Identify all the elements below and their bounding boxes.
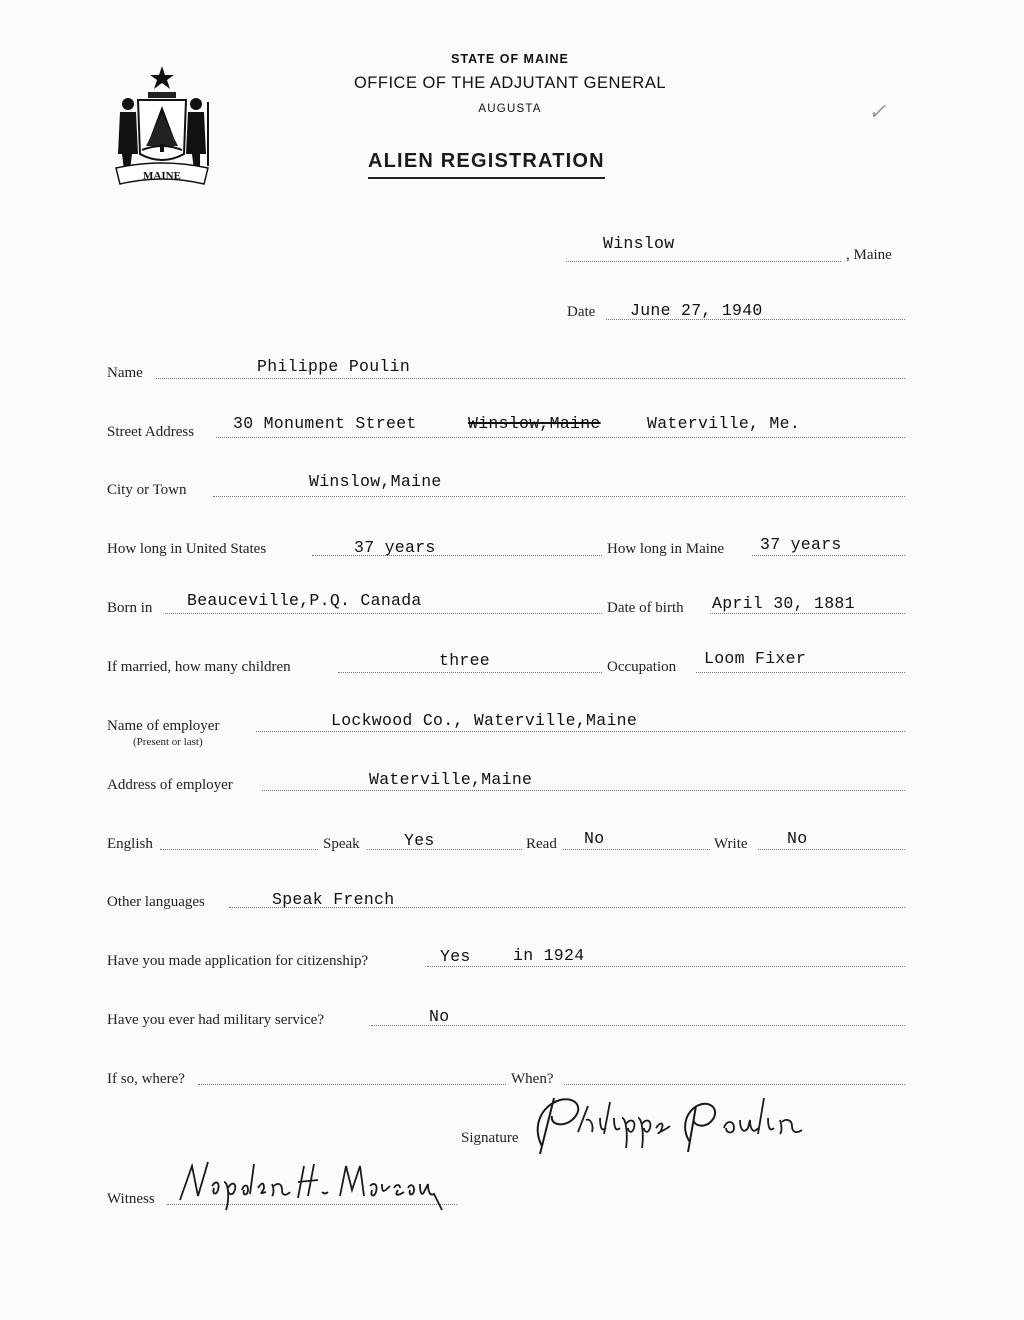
- occupation-value: Loom Fixer: [704, 649, 807, 668]
- military-label: Have you ever had military service?: [107, 1012, 324, 1028]
- speak-label: Speak: [323, 836, 360, 852]
- children-line: [338, 672, 602, 673]
- witness-label: Witness: [107, 1191, 155, 1207]
- employer-sublabel: (Present or last): [133, 736, 203, 748]
- seal-label: MAINE: [143, 170, 181, 182]
- witness-text: Napoleon H. Marcou: [172, 1152, 181, 1153]
- place-suffix: , Maine: [846, 247, 892, 263]
- street-struck-value: Winslow,Maine: [468, 414, 601, 433]
- dob-label: Date of birth: [607, 600, 684, 616]
- born-value: Beauceville,P.Q. Canada: [187, 591, 422, 610]
- military-value: No: [429, 1007, 450, 1026]
- write-value: No: [787, 829, 808, 848]
- city-label: City or Town: [107, 482, 187, 498]
- employer-line: [256, 731, 905, 732]
- name-line: [156, 378, 905, 379]
- employer-address-label: Address of employer: [107, 777, 233, 793]
- occupation-label: Occupation: [607, 659, 677, 675]
- maine-seal-icon: [108, 62, 216, 192]
- us-label: How long in United States: [107, 541, 267, 557]
- where-line: [198, 1084, 506, 1085]
- name-label: Name: [107, 365, 143, 381]
- citizenship-label: Have you made application for citizenship?: [107, 953, 369, 969]
- us-value: 37 years: [354, 538, 436, 557]
- employer-value: Lockwood Co., Waterville,Maine: [331, 711, 638, 730]
- speak-line: [367, 849, 522, 850]
- maine-label: How long in Maine: [607, 541, 725, 557]
- occupation-line: [696, 672, 905, 673]
- signature-label: Signature: [461, 1130, 519, 1146]
- english-line: [160, 849, 318, 850]
- when-line: [564, 1084, 905, 1085]
- street-line: [216, 437, 905, 438]
- write-line: [758, 849, 905, 850]
- dob-value: April 30, 1881: [712, 594, 855, 613]
- maine-line: [752, 555, 905, 556]
- name-value: Philippe Poulin: [257, 357, 411, 376]
- witness-signature-image: [172, 1152, 452, 1212]
- citizenship-year: in 1924: [513, 946, 585, 965]
- read-label: Read: [526, 836, 557, 852]
- military-line: [371, 1025, 905, 1026]
- signature-image: [530, 1088, 830, 1160]
- write-label: Write: [714, 836, 748, 852]
- dob-line: [710, 613, 905, 614]
- when-label: When?: [511, 1071, 554, 1087]
- employer-address-line: [262, 790, 905, 791]
- children-value: three: [439, 651, 491, 670]
- city-value: Winslow,Maine: [309, 472, 442, 491]
- street-label: Street Address: [107, 424, 195, 440]
- city-line: [213, 496, 905, 497]
- read-value: No: [584, 829, 605, 848]
- maine-value: 37 years: [760, 535, 842, 554]
- place-line: [566, 261, 841, 262]
- citizenship-line: [427, 966, 905, 967]
- children-label: If married, how many children: [107, 659, 291, 675]
- date-value: June 27, 1940: [630, 301, 763, 320]
- check-mark: ✓: [868, 100, 887, 125]
- city-heading: AUGUSTA: [478, 103, 542, 115]
- date-label: Date: [567, 304, 596, 320]
- other-languages-label: Other languages: [107, 894, 205, 910]
- born-line: [165, 613, 602, 614]
- speak-value: Yes: [404, 831, 435, 850]
- signature-text: Philippe Poulin: [530, 1088, 537, 1089]
- place-value: Winslow: [603, 234, 675, 253]
- employer-address-value: Waterville,Maine: [369, 770, 533, 789]
- state-heading: STATE OF MAINE: [451, 52, 569, 66]
- english-label: English: [107, 836, 153, 852]
- street-value-2: Waterville, Me.: [647, 414, 801, 433]
- born-label: Born in: [107, 600, 153, 616]
- office-heading: OFFICE OF THE ADJUTANT GENERAL: [353, 74, 667, 92]
- form-title: ALIEN REGISTRATION: [368, 150, 605, 179]
- employer-label: Name of employer: [107, 718, 220, 734]
- citizenship-value: Yes: [440, 947, 471, 966]
- read-line: [563, 849, 710, 850]
- where-label: If so, where?: [107, 1071, 185, 1087]
- other-languages-value: Speak French: [272, 890, 395, 909]
- street-value: 30 Monument Street: [233, 414, 417, 433]
